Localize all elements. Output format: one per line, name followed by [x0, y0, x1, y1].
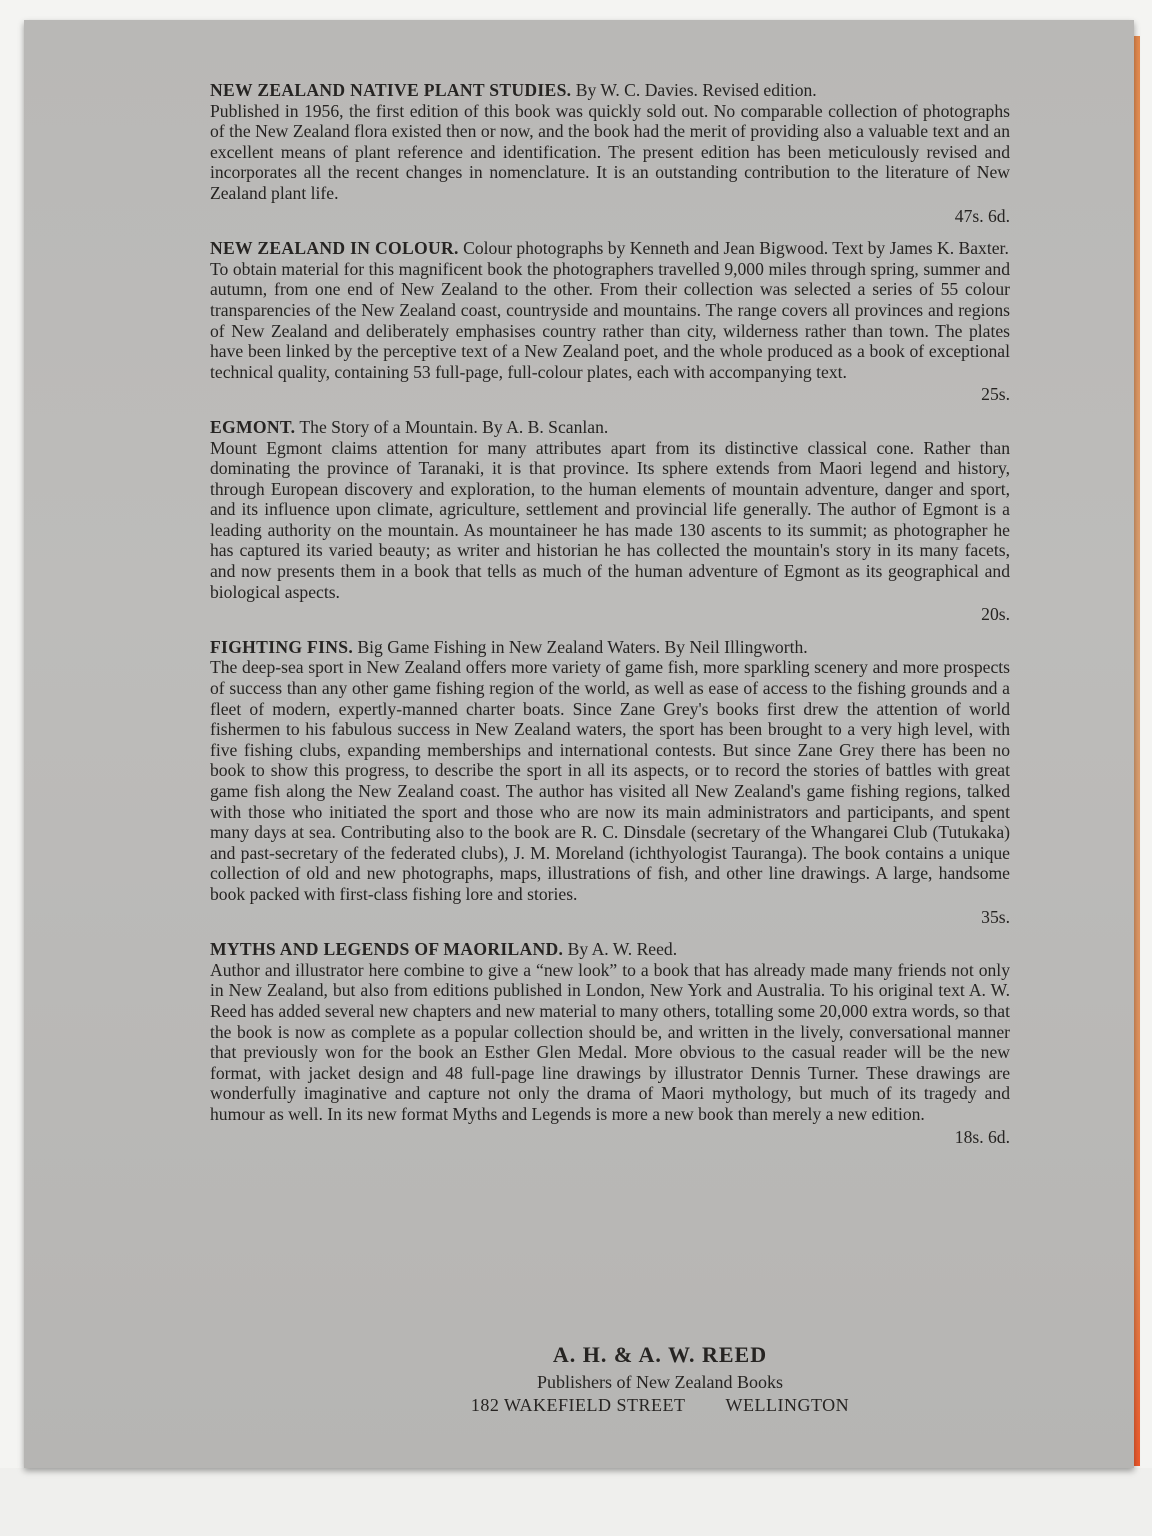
listing-text [210, 238, 1010, 259]
listing-title: EGMONT. [210, 416, 296, 437]
listing-price: 35s. [981, 906, 1010, 927]
publisher-name: A. H. & A. W. REED [552, 1342, 768, 1367]
listing-title: NEW ZEALAND NATIVE PLANT STUDIES. [210, 80, 572, 100]
listing-price: 18s. 6d. [954, 1126, 1010, 1147]
publisher-city: WELLINGTON [725, 1395, 850, 1415]
book-listings [210, 80, 1010, 1159]
listing-text [210, 637, 1010, 658]
listing-title: FIGHTING FINS. [210, 636, 354, 657]
publisher-address [380, 1395, 940, 1416]
listing-nz-in-colour [210, 238, 1010, 405]
listing-text [210, 939, 1010, 960]
listing-subtitle: By W. C. Davies. Revised edition. [571, 80, 817, 100]
listing-subtitle: Big Game Fishing in New Zealand Waters. By Neil Illingworth. [353, 636, 808, 657]
listing-price: 47s. 6d. [954, 205, 1010, 226]
listing-subtitle: Colour photographs by Kenneth and Jean Bigwood. Text by James K. Baxter. [458, 238, 1009, 259]
background-surface [0, 1468, 1152, 1536]
listing-subtitle: The Story of a Mountain. By A. B. Scanlan. [295, 416, 609, 437]
publisher-tagline: Publishers of New Zealand Books [537, 1372, 783, 1392]
listing-native-plant-studies [210, 80, 1010, 226]
listing-subtitle: By A. W. Reed. [563, 939, 678, 960]
listing-body: Author and illustrator here combine to give a “new look” to a book that has already made many friends not only in New Zealand, but also from editions published in London, New York and Australia. To his original text A. W. Reed has added several new chapters and new material to many others, totalling some 20,000 extra words, so that the book is now as complete as a popular collection should be, and written in the lively, conversational manner that previously won for the book an Esther Glen Medal. More obvious to the casual reader will be the new format, with jacket design and 48 full-page line drawings by illustrator Dennis Turner. These drawings are wonderfully imaginative and capture not only the drama of Maori mythology, but much of its tragedy and humour as well. In its new format Myths and Legends is more a new book than merely a new edition. [210, 959, 1010, 1124]
listing-price: 20s. [981, 604, 1010, 625]
listing-body: Published in 1956, the first edition of this book was quickly sold out. No comparable collection of photographs of the New Zealand flora existed then or now, and the book had the merit of providing also a valuable text and an excellent means of plant reference and identification. The present edition has been meticulously revised and incorporates all the recent changes in nomenclature. It is an outstanding contribution to the literature of New Zealand plant life. [210, 100, 1010, 203]
listing-text [210, 80, 1010, 101]
listing-title: MYTHS AND LEGENDS OF MAORILAND. [210, 939, 564, 960]
listing-price: 25s. [981, 384, 1010, 405]
listing-title: NEW ZEALAND IN COLOUR. [210, 238, 459, 259]
listing-text [210, 417, 1010, 438]
listing-body: The deep-sea sport in New Zealand offers more variety of game fish, more sparkling scenery and more prospects of success than any other game fishing region of the world, as well as ease of access to the fishing grounds and a fleet of modern, expertly-manned charter boats. Since Zane Grey's books first drew the attention of world fishermen to his fabulous success in New Zealand waters, the sport has been brought to a very high level, with five fishing clubs, expanding memberships and international contests. But since Zane Grey there has been no book to show this progress, to describe the sport in all its aspects, or to record the stories of battles with great game fish along the New Zealand coast. The author has visited all New Zealand's game fishing regions, talked with those who initiated the sport and those who are now its main administrators and participants, and spent many days at sea. Contributing also to the book are R. C. Dinsdale (secretary of the Whangarei Club (Tutukaka) and past-secretary of the federated clubs), J. M. Moreland (ichthyologist Tauranga). The book contains a unique collection of old and new photographs, maps, illustrations of fish, and other line drawings. A large, handsome book packed with first-class fishing lore and stories. [210, 657, 1010, 904]
listing-fighting-fins [210, 637, 1010, 927]
listing-body: Mount Egmont claims attention for many attributes apart from its distinctive classical cone. Rather than dominating the province of Taranaki, it is that province. Its sphere extends from Maori legend and history, through European discovery and exploration, to the human elements of mountain adventure, danger and sport, and its influence upon climate, agriculture, settlement and provincial life generally. The author of Egmont is a leading authority on the mountain. As mountaineer he has made 130 ascents to its summit; as photographer he has captured its varied beauty; as writer and historian he has collected the mountain's story in its many facets, and now presents them in a book that tells as much of the human adventure of Egmont as its geographical and biological aspects. [210, 437, 1010, 602]
listing-myths-and-legends [210, 939, 1010, 1147]
listing-body: To obtain material for this magnificent book the photographers travelled 9,000 miles through spring, summer and autumn, from one end of New Zealand to the other. From their collection was selected a series of 55 colour transparencies of the New Zealand coast, countryside and mountains. The range covers all provinces and regions of New Zealand and deliberately emphasises country rather than city, wilderness rather than town. The plates have been linked by the perceptive text of a New Zealand poet, and the whole produced as a book of exceptional technical quality, containing 53 full-page, full-colour plates, each with accompanying text. [210, 258, 1010, 382]
publisher-imprint [380, 1342, 940, 1416]
publisher-street: 182 WAKEFIELD STREET [470, 1395, 686, 1415]
listing-egmont [210, 417, 1010, 625]
